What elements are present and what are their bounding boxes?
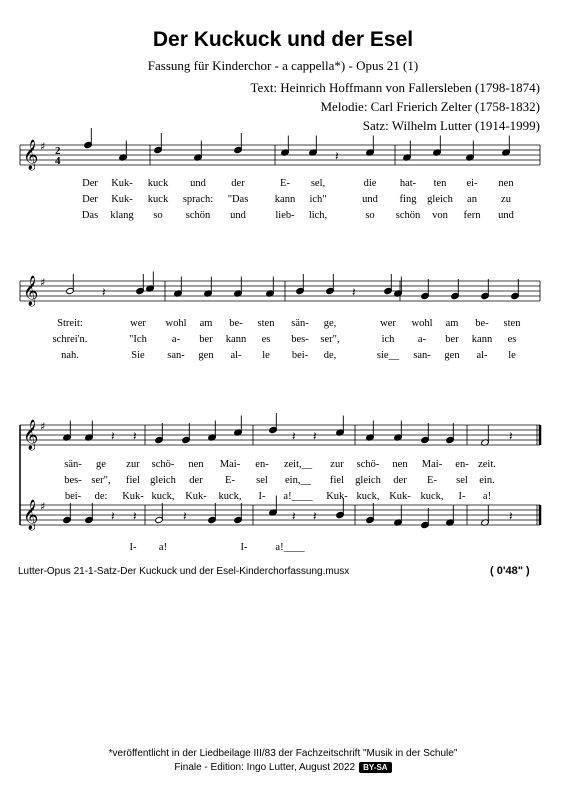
lyric-syllable: schrei'n.	[52, 334, 88, 345]
quarter-rest: 𝄽	[335, 149, 339, 163]
lyric-syllable: nen	[392, 459, 408, 470]
lyric-syllable: ge,	[323, 318, 337, 329]
lyric-syllable: san-	[413, 350, 431, 361]
lyric-syllable: E-	[280, 178, 290, 189]
lyric-syllable: von	[432, 210, 448, 221]
quarter-rest: 𝄽	[292, 429, 296, 443]
lyric-syllable: ber	[445, 334, 459, 345]
lyric-syllable: der	[189, 475, 203, 486]
lyric-syllable: ge	[96, 459, 106, 470]
lyric-syllable: sän-	[291, 318, 309, 329]
lyric-syllable: Mai-	[219, 459, 241, 470]
publication-footnote: *veröffentlicht in der Liedbeilage III/83 der Fachzeitschrift "Musik in der Schule"	[108, 748, 458, 759]
time-signature: 2	[55, 145, 61, 157]
lyric-syllable: fern	[463, 210, 481, 221]
lyric-syllable: wer	[380, 318, 396, 329]
lyric-syllable: wohl	[165, 318, 187, 329]
lyric-syllable: am	[445, 318, 459, 329]
lyric-syllable: zeit,__	[283, 459, 313, 470]
lyric-syllable: und	[190, 178, 206, 189]
lyric-syllable: kann	[471, 334, 493, 345]
key-signature-sharp: ♯	[40, 420, 46, 433]
subtitle: Fassung für Kinderchor - a cappella*) - Opus 21 (1)	[147, 58, 419, 73]
lyric-syllable: Kuk-	[111, 194, 133, 205]
lyric-syllable: hat-	[399, 178, 417, 189]
lyric-syllable: und	[498, 210, 514, 221]
lyric-syllable: lich,	[308, 210, 328, 221]
source-filename: Lutter-Opus 21-1-Satz-Der Kuckuck und der Esel-Kinderchorfassung.musx	[18, 566, 350, 577]
lyric-syllable: und	[230, 210, 246, 221]
lyric-syllable: al-	[230, 350, 242, 361]
melody-credit: Melodie: Carl Frierich Zelter (1758-1832)	[320, 99, 540, 114]
lyric-syllable: "Ich	[129, 334, 147, 345]
quarter-rest: 𝄽	[183, 509, 187, 523]
duration: ( 0'48" )	[490, 565, 530, 577]
key-signature-sharp: ♯	[40, 140, 46, 153]
lyric-syllable: sie__	[376, 350, 400, 361]
edition-text: Finale - Edition: Ingo Lutter, August 2022	[174, 762, 356, 774]
quarter-rest: 𝄽	[509, 509, 513, 523]
lyric-syllable: klang	[110, 210, 134, 221]
lyric-syllable: en-	[455, 459, 469, 470]
lyric-syllable: I-	[458, 491, 466, 502]
lyric-syllable: kuck,	[420, 491, 444, 502]
quarter-rest: 𝄽	[102, 285, 106, 299]
lyric-syllable: sten	[503, 318, 521, 329]
lyric-syllable: Streit:	[57, 318, 83, 329]
lyric-syllable: die	[363, 178, 377, 189]
lyric-syllable: Der	[82, 194, 98, 205]
treble-clef: 𝄞	[23, 276, 39, 306]
quarter-rest: 𝄽	[133, 429, 137, 443]
lyric-syllable: fiel	[126, 475, 140, 486]
lyric-syllable: a-	[171, 334, 181, 345]
lyric-syllable: wer	[130, 318, 146, 329]
lyric-syllable: am	[199, 318, 213, 329]
lyric-syllable: ser",	[91, 475, 111, 486]
lyric-syllable: gen	[444, 350, 460, 361]
time-signature: 4	[55, 155, 61, 167]
lyric-syllable: schö-	[356, 459, 380, 470]
lyric-syllable: kann	[274, 194, 296, 205]
lyric-syllable: schön	[185, 210, 211, 221]
lyric-syllable: wohl	[411, 318, 433, 329]
lyric-syllable: I-	[258, 491, 266, 502]
lyric-syllable: zu	[501, 194, 511, 205]
lyric-syllable: Mai-	[421, 459, 443, 470]
lyric-syllable: lieb-	[275, 210, 295, 221]
lyric-syllable: nen	[188, 459, 204, 470]
lyric-syllable: E-	[225, 475, 235, 486]
lyric-syllable: sel	[456, 475, 468, 486]
lyric-syllable: bes-	[291, 334, 309, 345]
lyric-syllable: ser",	[320, 334, 340, 345]
lyric-syllable: I-	[129, 542, 137, 553]
lyric-syllable: be-	[229, 318, 243, 329]
lyric-syllable: ein.	[479, 475, 495, 486]
lyric-syllable: es	[507, 334, 517, 345]
lyric-syllable: kuck,	[356, 491, 380, 502]
treble-clef: 𝄞	[23, 420, 39, 450]
cc-license-badge[interactable]: BY-SA	[359, 762, 391, 773]
lyric-syllable: E-	[427, 475, 437, 486]
treble-clef: 𝄞	[23, 500, 39, 530]
lyric-syllable: zeit.	[478, 459, 496, 470]
lyric-syllable: Kuk-	[389, 491, 411, 502]
lyric-syllable: le	[508, 350, 516, 361]
lyric-syllable: Kuk-	[326, 491, 348, 502]
lyric-syllable: "Das	[227, 194, 249, 205]
edition-line	[0, 762, 566, 773]
quarter-rest: 𝄽	[352, 285, 356, 299]
lyric-syllable: kuck	[147, 178, 169, 189]
quarter-rest: 𝄽	[292, 509, 296, 523]
lyric-syllable: der	[393, 475, 407, 486]
lyric-syllable: al-	[476, 350, 488, 361]
lyric-syllable: ich	[381, 334, 395, 345]
lyric-syllable: de:	[94, 491, 108, 502]
lyric-syllable: ber	[199, 334, 213, 345]
quarter-rest: 𝄽	[313, 509, 317, 523]
quarter-rest: 𝄽	[133, 509, 137, 523]
lyric-syllable: le	[262, 350, 270, 361]
lyric-syllable: a!	[482, 491, 492, 502]
page-title: Der Kuckuck und der Esel	[152, 28, 414, 51]
lyric-syllable: I-	[240, 542, 248, 553]
lyric-syllable: sprach:	[182, 194, 214, 205]
lyric-syllable: sän-	[64, 459, 82, 470]
lyric-syllable: ten	[433, 178, 447, 189]
lyric-syllable: fiel	[330, 475, 344, 486]
lyric-syllable: der	[231, 178, 245, 189]
lyric-syllable: zur	[330, 459, 344, 470]
lyric-syllable: es	[261, 334, 271, 345]
lyric-syllable: bei-	[64, 491, 82, 502]
lyric-syllable: Kuk-	[111, 178, 133, 189]
lyric-syllable: kuck	[147, 194, 169, 205]
lyric-syllable: bes-	[64, 475, 82, 486]
lyric-syllable: bei-	[291, 350, 309, 361]
lyric-syllable: sel,	[310, 178, 326, 189]
lyric-syllable: ich"	[309, 194, 327, 205]
arrangement-credit: Satz: Wilhelm Lutter (1914-1999)	[362, 118, 540, 133]
quarter-rest: 𝄽	[509, 429, 513, 443]
lyric-syllable: so	[153, 210, 163, 221]
lyric-syllable: sel	[256, 475, 268, 486]
lyric-syllable: nah.	[61, 350, 79, 361]
lyric-syllable: nen	[498, 178, 514, 189]
lyric-syllable: Sie	[131, 350, 145, 361]
lyric-syllable: Kuk-	[185, 491, 207, 502]
lyric-syllable: gen	[198, 350, 214, 361]
lyric-syllable: gleich	[355, 475, 381, 486]
lyric-syllable: schön	[395, 210, 421, 221]
lyric-syllable: de,	[323, 350, 337, 361]
lyric-syllable: Kuk-	[122, 491, 144, 502]
quarter-rest: 𝄽	[313, 429, 317, 443]
lyric-syllable: sten	[257, 318, 275, 329]
key-signature-sharp: ♯	[40, 500, 46, 513]
quarter-rest: 𝄽	[111, 429, 115, 443]
lyric-syllable: a!____	[283, 491, 313, 502]
lyric-syllable: a-	[417, 334, 427, 345]
lyric-syllable: kann	[225, 334, 247, 345]
treble-clef: 𝄞	[23, 140, 39, 170]
lyric-syllable: fing	[399, 194, 417, 205]
lyric-syllable: Der	[82, 178, 98, 189]
lyric-syllable: Das	[81, 210, 99, 221]
lyric-syllable: ei-	[466, 178, 478, 189]
lyric-syllable: an	[467, 194, 477, 205]
key-signature-sharp: ♯	[40, 276, 46, 289]
text-credit: Text: Heinrich Hoffmann von Fallersleben (1798-1874)	[250, 80, 540, 95]
lyric-syllable: be-	[475, 318, 489, 329]
lyric-syllable: en-	[255, 459, 269, 470]
lyric-syllable: a!____	[275, 542, 305, 553]
lyric-syllable: san-	[167, 350, 185, 361]
quarter-rest: 𝄽	[111, 509, 115, 523]
lyric-syllable: kuck,	[218, 491, 242, 502]
lyric-syllable: gleich	[150, 475, 176, 486]
lyric-syllable: schö-	[151, 459, 175, 470]
lyric-syllable: so	[365, 210, 375, 221]
lyric-syllable: gleich	[427, 194, 453, 205]
lyric-syllable: und	[362, 194, 378, 205]
lyric-syllable: kuck,	[151, 491, 175, 502]
lyric-syllable: zur	[126, 459, 140, 470]
lyric-syllable: a!	[158, 542, 168, 553]
lyric-syllable: ein,__	[285, 475, 311, 486]
